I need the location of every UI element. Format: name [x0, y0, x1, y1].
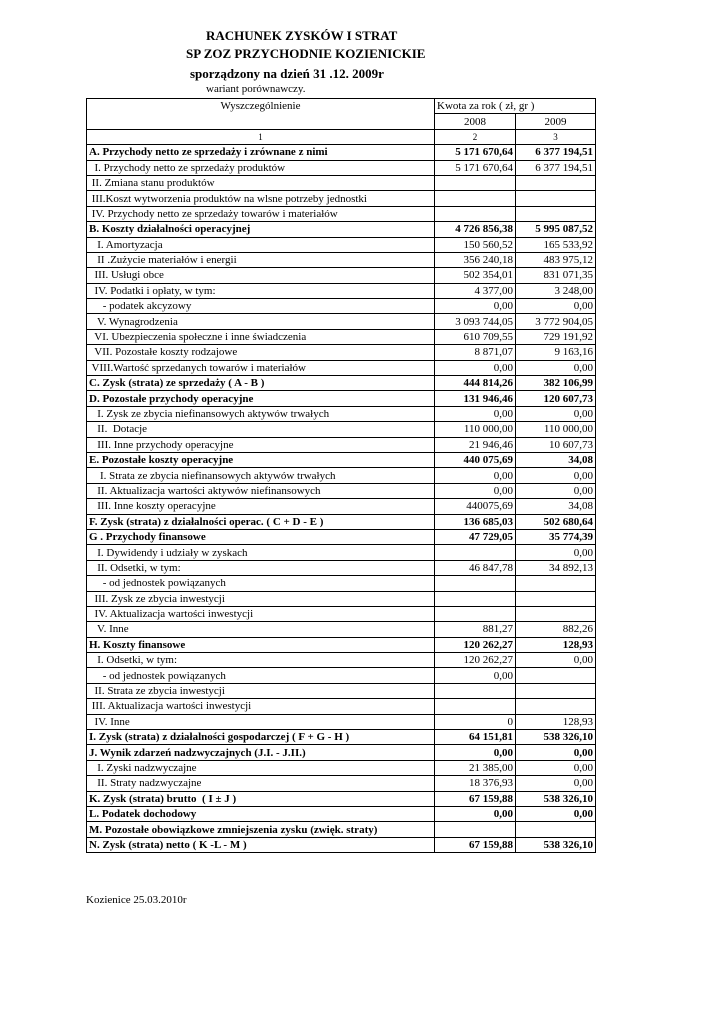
row-label: - podatek akcyzowy	[87, 299, 435, 314]
value-2008: 0,00	[435, 745, 516, 760]
table-row	[87, 822, 596, 837]
value-2008	[435, 206, 516, 221]
value-2008: 4 377,00	[435, 283, 516, 298]
value-2009: 35 774,39	[516, 529, 596, 544]
income-statement-table	[86, 98, 596, 853]
row-label: II. Zmiana stanu produktów	[87, 175, 435, 190]
table-row	[87, 683, 596, 698]
place-date: Kozienice 25.03.2010r	[86, 894, 187, 906]
value-2008: 120 262,27	[435, 637, 516, 652]
table-row	[87, 191, 596, 206]
table-row	[87, 483, 596, 498]
value-2008: 881,27	[435, 622, 516, 637]
value-2009: 110 000,00	[516, 422, 596, 437]
value-2009	[516, 206, 596, 221]
table-row	[87, 760, 596, 775]
value-2008: 3 093 744,05	[435, 314, 516, 329]
row-label: H. Koszty finansowe	[87, 637, 435, 652]
value-2009: 120 607,73	[516, 391, 596, 406]
value-2009: 502 680,64	[516, 514, 596, 529]
value-2009	[516, 822, 596, 837]
header-amount: Kwota za rok ( zł, gr )	[435, 99, 596, 114]
row-label: III. Aktualizacja wartości inwestycji	[87, 699, 435, 714]
table-row	[87, 175, 596, 190]
row-label: III. Usługi obce	[87, 268, 435, 283]
row-label: IV. Podatki i opłaty, w tym:	[87, 283, 435, 298]
value-2008	[435, 591, 516, 606]
title-line-1: RACHUNEK ZYSKÓW I STRAT	[206, 28, 398, 43]
value-2009: 538 326,10	[516, 837, 596, 852]
value-2009: 538 326,10	[516, 791, 596, 806]
row-label: F. Zysk (strata) z działalności operac. ( C + D - E )	[87, 514, 435, 529]
table-row	[87, 206, 596, 221]
value-2008: 8 871,07	[435, 345, 516, 360]
value-2009: 128,93	[516, 637, 596, 652]
row-label: II. Strata ze zbycia inwestycji	[87, 683, 435, 698]
row-label: II .Zużycie materiałów i energii	[87, 252, 435, 267]
table-row	[87, 730, 596, 745]
value-2008: 0	[435, 714, 516, 729]
row-label: III. Inne przychody operacyjne	[87, 437, 435, 452]
row-label: I. Strata ze zbycia niefinansowych aktywów trwałych	[87, 468, 435, 483]
value-2009: 0,00	[516, 483, 596, 498]
value-2008	[435, 606, 516, 621]
value-2009: 10 607,73	[516, 437, 596, 452]
row-label: M. Pozostałe obowiązkowe zmniejszenia zysku (zwięk. straty)	[87, 822, 435, 837]
row-label: IV. Inne	[87, 714, 435, 729]
value-2009: 831 071,35	[516, 268, 596, 283]
table-row	[87, 699, 596, 714]
table-row	[87, 391, 596, 406]
row-label: G . Przychody finansowe	[87, 529, 435, 544]
table-row	[87, 437, 596, 452]
header-row	[87, 99, 596, 114]
value-2009: 5 995 087,52	[516, 222, 596, 237]
value-2008: 0,00	[435, 360, 516, 375]
value-2008	[435, 175, 516, 190]
value-2008: 136 685,03	[435, 514, 516, 529]
table-row	[87, 160, 596, 175]
value-2008: 67 159,88	[435, 791, 516, 806]
value-2008: 0,00	[435, 468, 516, 483]
row-label: A. Przychody netto ze sprzedaży i zrównane z nimi	[87, 145, 435, 160]
table-row	[87, 145, 596, 160]
value-2009: 3 248,00	[516, 283, 596, 298]
row-label: II. Dotacje	[87, 422, 435, 437]
value-2008: 610 709,55	[435, 329, 516, 344]
value-2008: 47 729,05	[435, 529, 516, 544]
table-row	[87, 714, 596, 729]
value-2008: 502 354,01	[435, 268, 516, 283]
row-label: III.Koszt wytworzenia produktów na wlsne potrzeby jednostki	[87, 191, 435, 206]
value-2009: 0,00	[516, 745, 596, 760]
value-2009: 9 163,16	[516, 345, 596, 360]
row-label: L. Podatek dochodowy	[87, 806, 435, 821]
value-2008: 440 075,69	[435, 452, 516, 467]
value-2009: 3 772 904,05	[516, 314, 596, 329]
value-2008: 18 376,93	[435, 776, 516, 791]
value-2009	[516, 668, 596, 683]
table-row	[87, 422, 596, 437]
table-row	[87, 560, 596, 575]
value-2009	[516, 606, 596, 621]
row-label: K. Zysk (strata) brutto ( I ± J )	[87, 791, 435, 806]
table-row	[87, 837, 596, 852]
value-2009	[516, 699, 596, 714]
value-2009: 0,00	[516, 806, 596, 821]
value-2009: 6 377 194,51	[516, 145, 596, 160]
value-2008: 4 726 856,38	[435, 222, 516, 237]
header-year-2008: 2008	[435, 114, 516, 129]
row-label: J. Wynik zdarzeń nadzwyczajnych (J.I. - J.II.)	[87, 745, 435, 760]
value-2008: 150 560,52	[435, 237, 516, 252]
row-label: C. Zysk (strata) ze sprzedaży ( A - B )	[87, 376, 435, 391]
table-row	[87, 329, 596, 344]
row-label: III. Zysk ze zbycia inwestycji	[87, 591, 435, 606]
value-2008: 0,00	[435, 299, 516, 314]
value-2008: 0,00	[435, 806, 516, 821]
table-row	[87, 514, 596, 529]
row-label: VIII.Wartość sprzedanych towarów i materiałów	[87, 360, 435, 375]
value-2008: 440075,69	[435, 499, 516, 514]
value-2008: 110 000,00	[435, 422, 516, 437]
table-row	[87, 622, 596, 637]
value-2009	[516, 191, 596, 206]
table-row	[87, 299, 596, 314]
column-number-row	[87, 129, 596, 144]
value-2009	[516, 683, 596, 698]
table-row	[87, 591, 596, 606]
table-row	[87, 376, 596, 391]
value-2009: 0,00	[516, 468, 596, 483]
row-label: D. Pozostałe przychody operacyjne	[87, 391, 435, 406]
value-2009: 0,00	[516, 545, 596, 560]
value-2008: 444 814,26	[435, 376, 516, 391]
value-2008: 64 151,81	[435, 730, 516, 745]
row-label: - od jednostek powiązanych	[87, 668, 435, 683]
table-row	[87, 776, 596, 791]
row-label: IV. Aktualizacja wartości inwestycji	[87, 606, 435, 621]
value-2009	[516, 175, 596, 190]
table-row	[87, 806, 596, 821]
header-year-2009: 2009	[516, 114, 596, 129]
table-row	[87, 252, 596, 267]
table-row	[87, 606, 596, 621]
row-label: I. Amortyzacja	[87, 237, 435, 252]
value-2009: 382 106,99	[516, 376, 596, 391]
table-row	[87, 283, 596, 298]
value-2009: 538 326,10	[516, 730, 596, 745]
row-label: V. Wynagrodzenia	[87, 314, 435, 329]
value-2008: 21 385,00	[435, 760, 516, 775]
table-row	[87, 545, 596, 560]
table-row	[87, 222, 596, 237]
row-label: V. Inne	[87, 622, 435, 637]
row-label: B. Koszty działalności operacyjnej	[87, 222, 435, 237]
value-2008: 5 171 670,64	[435, 160, 516, 175]
value-2009: 0,00	[516, 299, 596, 314]
value-2009	[516, 591, 596, 606]
table-row	[87, 637, 596, 652]
value-2008: 356 240,18	[435, 252, 516, 267]
value-2009: 0,00	[516, 776, 596, 791]
row-label: III. Inne koszty operacyjne	[87, 499, 435, 514]
row-label: II. Odsetki, w tym:	[87, 560, 435, 575]
value-2008	[435, 683, 516, 698]
value-2009: 6 377 194,51	[516, 160, 596, 175]
table-row	[87, 668, 596, 683]
header-description: Wyszczególnienie	[87, 99, 435, 130]
row-label: I. Zysk ze zbycia niefinansowych aktywów trwałych	[87, 406, 435, 421]
table-row	[87, 468, 596, 483]
title-line-2: SP ZOZ PRZYCHODNIE KOZIENICKIE	[186, 46, 426, 61]
row-label: N. Zysk (strata) netto ( K -L - M )	[87, 837, 435, 852]
value-2009: 882,26	[516, 622, 596, 637]
row-label: I. Przychody netto ze sprzedaży produktów	[87, 160, 435, 175]
table-row	[87, 791, 596, 806]
value-2008	[435, 699, 516, 714]
row-label: E. Pozostałe koszty operacyjne	[87, 452, 435, 467]
column-number-1: 1	[87, 129, 435, 144]
row-label: I. Dywidendy i udziały w zyskach	[87, 545, 435, 560]
row-label: II. Aktualizacja wartości aktywów niefinansowych	[87, 483, 435, 498]
table-row	[87, 653, 596, 668]
title-line-3: sporządzony na dzień 31 .12. 2009r	[190, 66, 384, 81]
value-2008: 131 946,46	[435, 391, 516, 406]
value-2008	[435, 545, 516, 560]
value-2009: 729 191,92	[516, 329, 596, 344]
title-line-4: wariant porównawczy.	[206, 83, 306, 95]
value-2009: 0,00	[516, 760, 596, 775]
table-row	[87, 499, 596, 514]
table-row	[87, 268, 596, 283]
table-row	[87, 406, 596, 421]
value-2008	[435, 191, 516, 206]
row-label: IV. Przychody netto ze sprzedaży towarów i materiałów	[87, 206, 435, 221]
value-2008	[435, 822, 516, 837]
table-row	[87, 452, 596, 467]
column-number-2: 2	[435, 129, 516, 144]
value-2008: 0,00	[435, 668, 516, 683]
table-row	[87, 576, 596, 591]
value-2008: 5 171 670,64	[435, 145, 516, 160]
row-label: I. Odsetki, w tym:	[87, 653, 435, 668]
value-2009: 34,08	[516, 499, 596, 514]
row-label: I. Zysk (strata) z działalności gospodarczej ( F + G - H )	[87, 730, 435, 745]
table-row	[87, 237, 596, 252]
value-2009: 128,93	[516, 714, 596, 729]
value-2009: 34,08	[516, 452, 596, 467]
row-label: VI. Ubezpieczenia społeczne i inne świadczenia	[87, 329, 435, 344]
table-row	[87, 314, 596, 329]
value-2009: 34 892,13	[516, 560, 596, 575]
value-2009: 0,00	[516, 406, 596, 421]
column-number-3: 3	[516, 129, 596, 144]
value-2009: 483 975,12	[516, 252, 596, 267]
row-label: I. Zyski nadzwyczajne	[87, 760, 435, 775]
value-2009	[516, 576, 596, 591]
value-2008: 0,00	[435, 406, 516, 421]
value-2009: 0,00	[516, 653, 596, 668]
value-2009: 0,00	[516, 360, 596, 375]
value-2008	[435, 576, 516, 591]
row-label: VII. Pozostałe koszty rodzajowe	[87, 345, 435, 360]
value-2008: 46 847,78	[435, 560, 516, 575]
row-label: - od jednostek powiązanych	[87, 576, 435, 591]
row-label: II. Straty nadzwyczajne	[87, 776, 435, 791]
value-2008: 120 262,27	[435, 653, 516, 668]
table-row	[87, 529, 596, 544]
value-2009: 165 533,92	[516, 237, 596, 252]
value-2008: 0,00	[435, 483, 516, 498]
table-row	[87, 360, 596, 375]
table-row	[87, 745, 596, 760]
table-row	[87, 345, 596, 360]
value-2008: 21 946,46	[435, 437, 516, 452]
value-2008: 67 159,88	[435, 837, 516, 852]
